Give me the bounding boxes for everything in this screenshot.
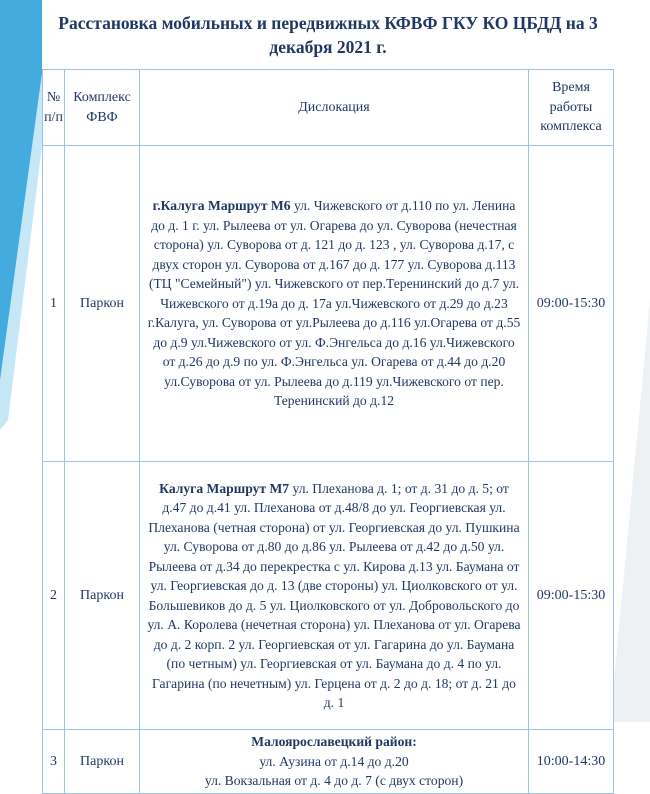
row-num: 3 <box>43 730 65 794</box>
page-title: Расстановка мобильных и передвижных КФВФ ГКУ КО ЦБДД на 3 декабря 2021 г. <box>58 13 598 57</box>
row-time: 10:00-14:30 <box>529 730 614 794</box>
route-name: г.Калуга Маршрут М6 <box>152 198 291 214</box>
header-location: Дислокация <box>140 70 529 146</box>
header-num: № п/п <box>43 70 65 146</box>
row-time: 09:00-15:30 <box>529 462 614 730</box>
row-num: 1 <box>43 146 65 462</box>
row-complex: Паркон <box>65 730 140 794</box>
route-streets: ул. Чижевского от д.110 по ул. Ленина до д. 1 г. ул. Рылеева от ул. Огарева до ул. Суворова (нечестная сторона) ул. Суворова от д. 121 до д. 123 , ул. Суворова д.17, с двух сторон ул. Суворова от д.167 до д. 177 ул. Суворова д.113 (ТЦ "Семейный") ул. Чижевского от пер.Теренинский до д.7 ул. Чижевского от д.19а до д. 17а ул.Чижевского от д.29 до д.23 г.Калуга, ул. Суворова от ул.Рылеева до д.116 ул.Огарева от д.55 до д.9 ул.Чижевского от ул. Ф.Энгельса до д.16 ул.Чижевского от д.26 до д.9 по ул. Ф.Энгельса ул. Огарева от д.44 до д.20 ул.Суворова от ул. Рылеева до д.119 ул.Чижевского от пер. Теренинский до д.12 <box>147 198 521 409</box>
row-num: 2 <box>43 462 65 730</box>
route-line-1: ул. Аузина от д.14 до д.20 <box>259 753 409 769</box>
table-header-row <box>43 70 614 146</box>
table-row <box>43 730 614 794</box>
row-location <box>140 146 529 462</box>
table-row <box>43 146 614 462</box>
row-time: 09:00-15:30 <box>529 146 614 462</box>
route-line-2: ул. Вокзальная от д. 4 до д. 7 (с двух сторон) <box>204 773 464 789</box>
placement-table <box>42 69 614 794</box>
header-time: Время работы комплекса <box>529 70 614 146</box>
table-row <box>43 462 614 730</box>
route-name: Малоярославецкий район: <box>251 734 417 750</box>
row-location <box>140 730 529 794</box>
route-name: Калуга Маршрут М7 <box>159 480 290 496</box>
header-complex: Комплекс ФВФ <box>65 70 140 146</box>
row-location <box>140 462 529 730</box>
row-complex: Паркон <box>65 146 140 462</box>
document-sheet <box>42 0 614 789</box>
route-streets: ул. Плеханова д. 1; от д. 31 до д. 5; от д.47 до д.41 ул. Плеханова от д.48/8 до ул. Георгиевская ул. Плеханова (четная сторона) от ул. Георгиевская до ул. Пушкина ул. Суворова от д.80 до д.86 ул. Рылеева от д.42 до д.50 ул. Рылеева от д.34 до перекрестка с ул. Кирова д.13 ул. Баумана от ул. Георгиевская до д. 13 (две стороны) ул. Циолковского от ул. Большевиков до д. 5 ул. Циолковского от ул. Добровольского до ул. А. Королева (нечетная сторона) ул. Плеханова от ул. Огарева до д. 2 корп. 2 ул. Георгиевская от ул. Гагарина до ул. Баумана (по четным) ул. Георгиевская от ул. Баумана до д. 4 по ул. Гагарина (по нечетным) ул. Герцена от д. 2 до д. 18; от д. 21 до д. 1 <box>147 480 521 710</box>
right-decor-shape <box>610 300 650 722</box>
row-complex: Паркон <box>65 462 140 730</box>
